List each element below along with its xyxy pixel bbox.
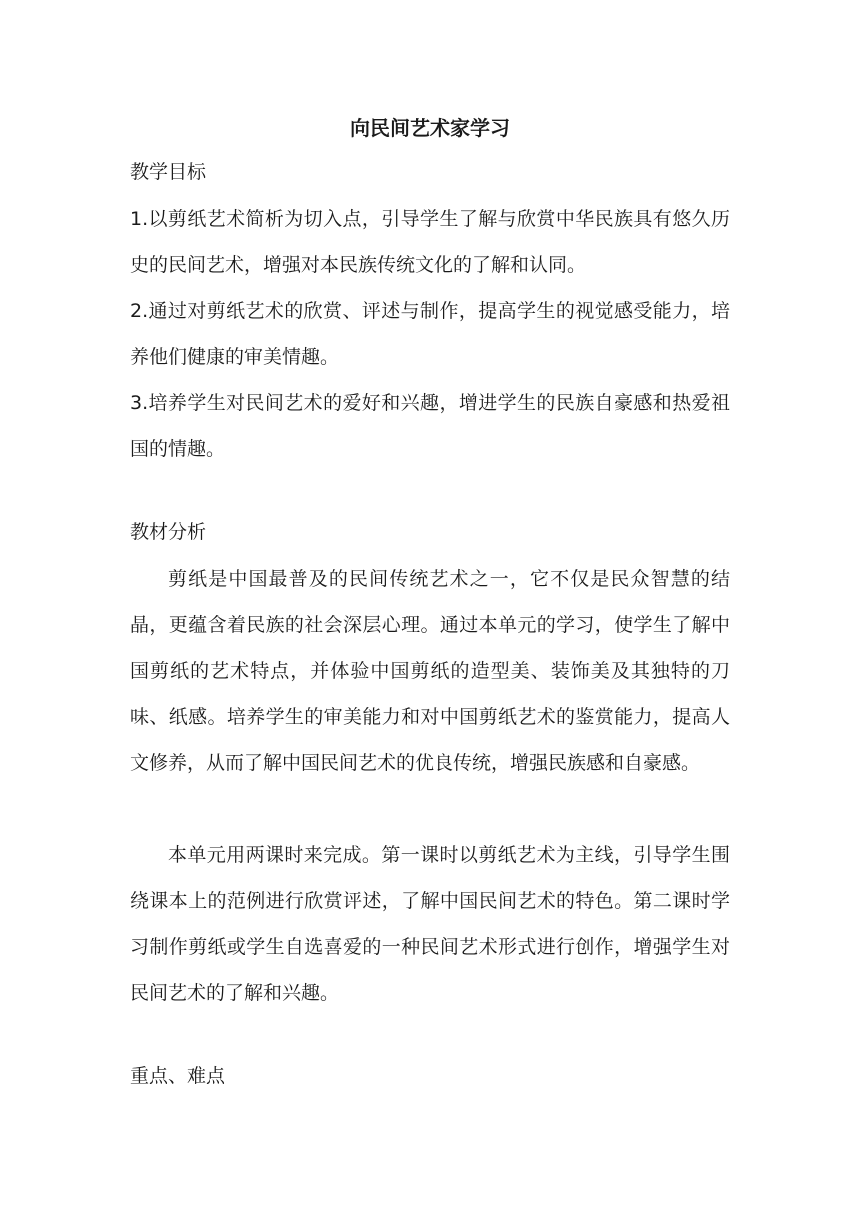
- analysis-paragraph-2: 本单元用两课时来完成。第一课时以剪纸艺术为主线，引导学生围绕课本上的范例进行欣赏评述，了解中国民间艺术的特色。第二课时学习制作剪纸或学生自选喜爱的一种民间艺术形式进行创作，增强学生对民间艺术的了解和兴趣。: [130, 844, 730, 1004]
- analysis-paragraph-1: 剪纸是中国最普及的民间传统艺术之一，它不仅是民众智慧的结晶，更蕴含着民族的社会深层心理。通过本单元的学习，使学生了解中国剪纸的艺术特点，并体验中国剪纸的造型美、装饰美及其独特的刀味、纸感。培养学生的审美能力和对中国剪纸艺术的鉴赏能力，提高人文修养，从而了解中国民间艺术的优良传统，增强民族感和自豪感。: [130, 568, 730, 774]
- section-heading-teaching-goals: 教学目标: [130, 161, 207, 183]
- document-title: 向民间艺术家学习: [350, 116, 510, 140]
- goal-paragraph-2: 2.通过对剪纸艺术的欣赏、评述与制作，提高学生的视觉感受能力，培养他们健康的审美情趣。: [130, 300, 730, 368]
- goal-paragraph-1: 1.以剪纸艺术简析为切入点，引导学生了解与欣赏中华民族具有悠久历史的民间艺术，增强对本民族传统文化的了解和认同。: [130, 208, 730, 276]
- goal-paragraph-3: 3.培养学生对民间艺术的爱好和兴趣，增进学生的民族自豪感和热爱祖国的情趣。: [130, 392, 730, 460]
- section-heading-material-analysis: 教材分析: [130, 521, 207, 543]
- section-heading-key-points: 重点、难点: [130, 1065, 226, 1087]
